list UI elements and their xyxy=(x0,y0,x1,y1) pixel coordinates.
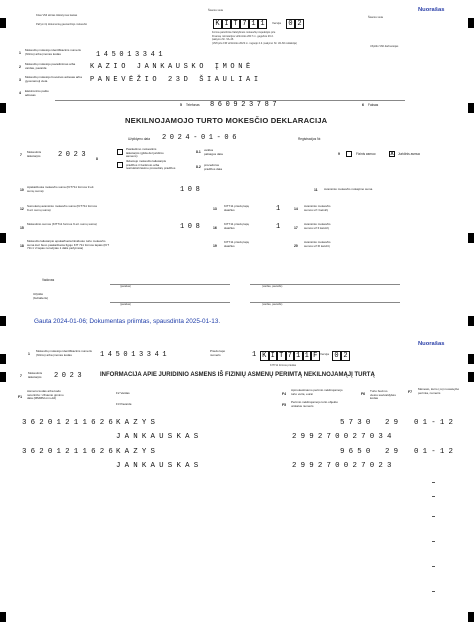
annex-sub-label: KIT711 formos priedas xyxy=(270,364,297,367)
entry-1-surname: JANKAUSKAS xyxy=(116,433,203,441)
entry-1-name: KAZYS xyxy=(116,419,160,427)
right-note: Užpildo VMI darbuotojas xyxy=(370,45,399,48)
form-code-cell: 1 xyxy=(258,19,267,29)
p2-version-cell: 0 xyxy=(332,351,341,361)
version-cell: 0 xyxy=(286,19,295,29)
field-14-label: Avansinio mokesčio sumos už I ketvirtį xyxy=(304,204,331,212)
entry-2-name: KAZYS xyxy=(116,448,160,456)
col-f4-number: F4 xyxy=(282,392,286,396)
left-note-2: Pažymi šį dokumentą gaunančiojo mokesčio xyxy=(36,23,88,26)
registration-mark xyxy=(0,18,6,28)
field-14-number: 14 xyxy=(294,207,298,211)
name-caption: (vardas, pavardė) xyxy=(262,285,283,288)
field-3-label: Mokesčių mokėtojo buveinės adresas arba gyvenamoji vieta xyxy=(25,75,82,83)
duplicate-label: Nuorašas xyxy=(418,341,445,347)
entry-2-unique-no: 299270027023 xyxy=(292,462,396,470)
empty-row-dash xyxy=(432,566,435,567)
empty-row-dash xyxy=(432,482,435,483)
p2-tax-period-label: Mokestinis laikotarpis xyxy=(28,371,43,379)
empty-row-dash xyxy=(432,591,435,592)
phone-label: Telefonas xyxy=(186,103,200,107)
p2-field-1-label: Mokesčių mokėtojo identifikacinis numeris (fizinio) arba įmonės kodas xyxy=(36,349,92,357)
registration-mark xyxy=(0,354,6,364)
option-2-label: Išduotojo mokesčio laikotarpis pradžios ir bankroto arba restruktūrizavimo procedūrų pradžios xyxy=(126,159,176,171)
duplicate-label: Nuorašas xyxy=(418,7,445,13)
field-20-label: Avansinio mokesčio sumos už III ketvirtį xyxy=(304,240,331,248)
field-11-number: 11 xyxy=(314,188,318,192)
registration-label: Registracijos Nr. xyxy=(298,137,322,141)
col-f3-label: F3 Pavardė xyxy=(116,402,132,406)
entry-1-month: 01-12 xyxy=(414,419,458,427)
legal-person-label: Juridinis asmuo xyxy=(398,152,421,156)
col-f6-label: Turto buvimo vietos savivaldybės kodas xyxy=(370,389,396,401)
taxpayer-id-value: 145013341 xyxy=(96,51,167,59)
field-4-label: Elektroninio pašto adresas xyxy=(25,89,49,97)
field-13-label: KIT711 priedų lapų skaičius xyxy=(224,204,250,212)
manager-label: Vadovas xyxy=(42,278,55,282)
right-small-label: Šiaurės vieta xyxy=(368,16,383,19)
form-code-cell: I xyxy=(222,19,231,29)
stamp-label: Šiaurės vieta xyxy=(208,9,223,12)
empty-row-dash xyxy=(432,496,435,497)
field-16-label: KIT711 priedų lapų skaičius xyxy=(224,222,250,230)
natural-person-checkbox[interactable] xyxy=(346,151,352,157)
entry-1-value: 5730 xyxy=(340,419,375,427)
phone-value: 860923787 xyxy=(210,101,281,109)
col-f4-label: Apmokestinamo perimto nekilnojamojo turto vertė, eurai xyxy=(291,388,343,396)
field-16-number: 16 xyxy=(213,226,217,230)
fill-date-value: 2024-01-06 xyxy=(162,134,241,142)
natural-person-label: Fizinis asmuo xyxy=(356,152,376,156)
field-8-1-number: 8.1 xyxy=(196,150,201,154)
taxpayer-name-value: KAZIO JANKAUSKO ĮMONĖ xyxy=(90,63,254,71)
col-f1-label: Asmens kodas arba kodo neturinčio: Užsienio gimimo data (MMMM-mm-dd) xyxy=(27,389,64,401)
legal-person-checkbox[interactable]: X xyxy=(390,151,394,157)
p2-form-code-cell: 1 xyxy=(303,351,312,361)
field-9-number: 9 xyxy=(338,152,340,156)
field-10-label: Apskaičiuota mokesčio suma (KIT711 formos 9 eil. sumų suma) xyxy=(27,185,95,193)
field-1-label: Mokesčių mokėtojo identifikacinis numeris (fizinio) arba įmonės kodas xyxy=(25,48,81,56)
registration-mark xyxy=(468,233,474,243)
option-1-checkbox[interactable] xyxy=(117,149,123,155)
registration-mark xyxy=(0,612,6,622)
form-code-cell: 7 xyxy=(240,19,249,29)
registration-mark xyxy=(468,372,474,382)
p2-form-code-cell: K xyxy=(260,351,269,361)
tax-period-label: Mokestinis laikotarpis xyxy=(27,150,42,158)
p2-form-code-cell: T xyxy=(277,351,286,361)
registration-mark xyxy=(468,612,474,622)
annex-title: INFORMACIJA APIE JURIDINIO ASMENS IŠ FIZINIŲ ASMENŲ PERIMTĄ NEKILNOJAMĄJĮ TURTĄ xyxy=(100,372,375,378)
field-11-label: Avansinio mokesčio mokėjimo suma xyxy=(324,187,373,191)
entry-1-unique-no: 299270027034 xyxy=(292,433,396,441)
version-cell: 2 xyxy=(295,19,304,29)
field-18-number: 18 xyxy=(20,244,24,248)
accountant-label: Užpildė (buhalteris) xyxy=(33,292,49,300)
p2-form-code-cell: 1 xyxy=(294,351,303,361)
field-12-label: Sumokėtų avansinio mokesčio suma (KIT711 formos 9 eil. sumų suma) xyxy=(27,204,97,212)
col-f7-number: F7 xyxy=(408,390,412,394)
option-1-label: Pasikeitimo mokestinis laikotarpis (gilda dėl juridinio asmens) xyxy=(126,147,164,159)
name-caption: (vardas, pavardė) xyxy=(262,303,283,306)
field-15-label: Mokestinio sumos (KIT711 formos 9 eil. sumų suma) xyxy=(27,222,97,226)
header-note-1: Forma patvirtinta Valstybinės mokesčių inspekcijos prie xyxy=(212,31,276,34)
entry-2-surname: JANKAUSKAS xyxy=(116,462,203,470)
field-12-number: 12 xyxy=(20,207,24,211)
col-f1-number: F1 xyxy=(18,395,22,399)
p2-form-code-cell: F xyxy=(311,351,320,361)
signature-caption: (parašas) xyxy=(120,285,131,288)
p2-version-label: Versija xyxy=(320,352,330,356)
header-note-4: (VMI prie FM viršininko 2023 m. rugsėjo 4 d. įsakymo Nr. VA-60 redakcija) xyxy=(212,41,297,45)
col-f5-label: Perimto nekilnojamojo turto objekto unikalus numeris xyxy=(291,400,338,408)
entry-2-month: 01-12 xyxy=(414,448,458,456)
field-2-number: 2 xyxy=(19,65,21,69)
registration-mark xyxy=(468,18,474,28)
form-code-cell: 1 xyxy=(249,19,258,29)
annex-page-value: 1 xyxy=(252,351,260,359)
field-2-label: Mokesčių mokėtojo pavadinimas arba vardas, pavardė xyxy=(25,62,76,70)
col-f5-number: F5 xyxy=(282,403,286,407)
p2-form-code-cell: 7 xyxy=(286,351,295,361)
p2-field-1-number: 1 xyxy=(28,352,30,356)
p2-field-7-number: 7 xyxy=(20,374,22,378)
registration-mark xyxy=(468,103,474,113)
field-19-label: KIT711 priedų lapų skaičius xyxy=(224,240,250,248)
tax-period-value: 2023 xyxy=(58,151,90,159)
p2-form-code-cell: I xyxy=(269,351,278,361)
field-19-number: 19 xyxy=(213,244,217,248)
header-note-3: įsakymu Nr. VA-46 xyxy=(212,38,234,41)
field-18-label: Mokesčio laikotarpio apskaičiuota likviduoto turto mokesčio suma kuri buvo paskaičiuota Ilgojo KIT 711 formos lapais (KIT 711 ir 2 lapas nurodytas 1 dalis pažymėta) xyxy=(27,239,110,251)
entry-2-code: 36201211626 xyxy=(22,448,117,456)
field-3-number: 3 xyxy=(19,78,21,82)
field-5-number: 5 xyxy=(180,103,182,107)
col-f6-number: F6 xyxy=(361,392,365,396)
field-13-value: 1 xyxy=(276,205,284,213)
field-8-number: 8 xyxy=(96,157,98,161)
entry-2-municipality: 29 xyxy=(385,448,403,456)
field-4-number: 4 xyxy=(19,91,21,95)
p2-tax-period-value: 2023 xyxy=(54,372,86,380)
entry-2-value: 9650 xyxy=(340,448,375,456)
empty-row-dash xyxy=(432,541,435,542)
registration-mark xyxy=(0,372,6,382)
entry-1-municipality: 29 xyxy=(385,419,403,427)
field-10-number: 10 xyxy=(20,188,24,192)
fill-date-label: Užpildymo data xyxy=(128,137,150,141)
empty-row-dash xyxy=(432,516,435,517)
registration-mark xyxy=(0,233,6,243)
p2-version-cell: 2 xyxy=(341,351,350,361)
annex-page-label: Priedo lapo numeris xyxy=(210,349,226,357)
field-17-label: Avansinio mokesčio sumos už II ketvirtį xyxy=(304,222,331,230)
field-8-2-number: 8.2 xyxy=(196,165,201,169)
field-20-number: 20 xyxy=(294,244,298,248)
option-3-1-label: veiklos pabaigos data xyxy=(204,148,223,156)
field-10-value: 108 xyxy=(180,186,204,194)
option-2-checkbox[interactable] xyxy=(117,162,123,168)
form-code-cell: K xyxy=(213,19,222,29)
field-7-number: 7 xyxy=(20,153,22,157)
field-17-number: 17 xyxy=(294,226,298,230)
registration-mark xyxy=(468,354,474,364)
field-16-value: 1 xyxy=(276,223,284,231)
p2-taxpayer-id-value: 145013341 xyxy=(100,351,171,359)
registration-mark xyxy=(0,316,6,326)
header-note-2: Finansų ministerijos viršininko 2017 m. gegužės 29 d. xyxy=(212,34,274,38)
col-f2-label: F2 Vardas xyxy=(116,391,130,395)
taxpayer-address-value: PANEVĖŽIO 23D ŠIAULIAI xyxy=(90,76,262,84)
form-code-cell: T xyxy=(231,19,240,29)
field-13-number: 13 xyxy=(213,207,217,211)
received-stamp-text: Gauta 2024-01-06; Dokumentas priimtas, spausdinta 2025-01-13. xyxy=(34,318,221,325)
option-3-2-label: procedūros pradžios data xyxy=(204,163,223,171)
field-15-number: 15 xyxy=(20,226,24,230)
declaration-title: NEKILNOJAMOJO TURTO MOKESČIO DEKLARACIJA xyxy=(125,116,328,125)
col-f7-label: Mėnesio, kurio (-io) nuosavybė perimta, numeris xyxy=(418,387,460,395)
field-1-number: 1 xyxy=(19,51,21,55)
field-6-number: 6 xyxy=(362,103,364,107)
left-note-1: Kitas VMI skirtas išdėstymas laukas xyxy=(36,14,78,17)
field-15-value: 108 xyxy=(180,223,204,231)
registration-mark xyxy=(0,103,6,113)
entry-1-code: 36201211626 xyxy=(22,419,117,427)
registration-mark xyxy=(468,316,474,326)
version-label: Versija xyxy=(272,21,282,25)
fax-label: Faksas xyxy=(368,103,379,107)
signature-caption: (parašas) xyxy=(120,303,131,306)
